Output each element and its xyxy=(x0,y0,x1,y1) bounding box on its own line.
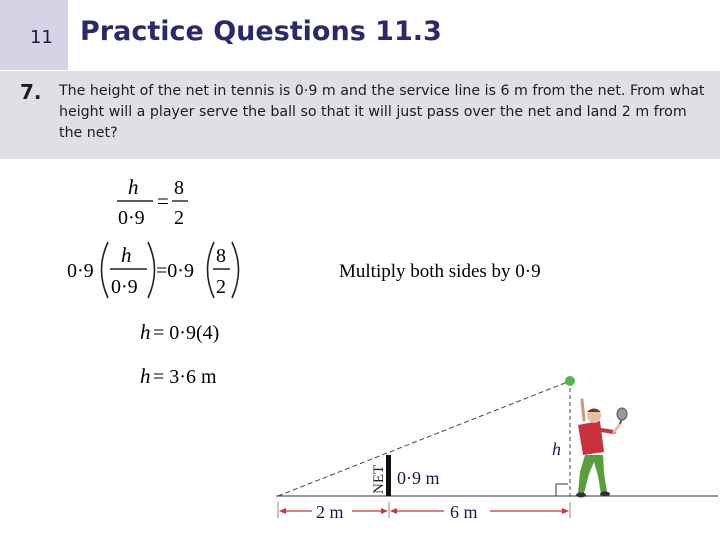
question-text: The height of the net in tennis is 0·9 m and the service line is 6 m from the net. From what height will a player serve the ball so that it will just pass over the net and land 2 m from the net? xyxy=(59,83,705,141)
chapter-number: 11 xyxy=(30,27,53,48)
equals-coefficient: =0·9 xyxy=(156,260,194,282)
tennis-player-icon xyxy=(576,400,627,498)
equals-sign: = xyxy=(157,189,169,213)
fraction-denominator: 0·9 xyxy=(111,276,138,298)
fraction-numerator: 8 xyxy=(216,245,226,267)
coefficient: 0·9 xyxy=(67,260,94,282)
expression: = 3·6 m xyxy=(153,366,217,388)
step-note: Multiply both sides by 0·9 xyxy=(339,261,541,282)
fraction-denominator: 2 xyxy=(216,276,226,298)
distance-right-label: 6 m xyxy=(450,502,478,522)
fraction-numerator: h xyxy=(121,243,132,267)
racket-icon xyxy=(617,408,627,420)
page-title: Practice Questions 11.3 xyxy=(80,16,442,47)
net-label: NET xyxy=(371,464,387,494)
distance-markers xyxy=(278,502,570,522)
fraction-numerator: 8 xyxy=(174,177,184,199)
question-number: 7. xyxy=(20,80,42,104)
fraction-denominator: 2 xyxy=(174,207,184,229)
fraction-numerator: h xyxy=(128,175,139,199)
player-height-label: h xyxy=(552,439,561,459)
expression: = 0·9(4) xyxy=(153,322,220,344)
variable: h xyxy=(140,320,151,344)
variable: h xyxy=(140,364,151,388)
right-angle-marker xyxy=(556,484,568,496)
distance-left-label: 2 m xyxy=(316,502,344,522)
net-height-label: 0·9 m xyxy=(397,468,440,488)
ball-icon xyxy=(565,376,575,386)
fraction-denominator: 0·9 xyxy=(118,207,145,229)
